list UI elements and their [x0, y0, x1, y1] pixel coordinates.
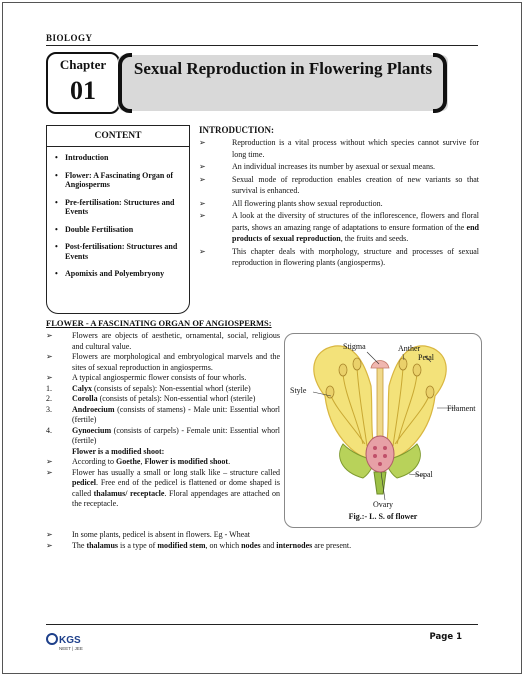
list-item: 2. Corolla (consists of petals): Non-essential whorl (sterile) [46, 394, 256, 403]
list-item: ➢ According to Goethe, Flower is modified shoot. [46, 457, 231, 466]
list-item [199, 210, 479, 245]
ovary [366, 436, 394, 472]
pedicel [374, 472, 386, 494]
list-item: ➢ In some plants, pedicel is absent in flowers. Eg - Wheat [46, 530, 251, 539]
arrow-bullet-icon: ➢ [46, 467, 53, 477]
introduction-list [199, 137, 479, 270]
chapter-box [46, 52, 120, 114]
content-item[interactable]: • Pre-fertilisation: Structures and Events [55, 198, 185, 217]
arrow-bullet-icon: ➢ [46, 540, 53, 550]
chapter-number: 01 [70, 76, 96, 105]
figure-caption: Fig.:- L. S. of flower [348, 512, 418, 521]
chapter-label: Chapter [59, 57, 107, 72]
label-filament: Filament [447, 404, 476, 413]
list-item: ➢ Flowers are morphological and embryological marvels and the sites of sexual reproduction in angiosperms. [46, 352, 280, 372]
arrow-bullet-icon: ➢ [199, 174, 206, 184]
content-list [47, 147, 189, 279]
subheading: Flower is a modified shoot: [72, 446, 165, 456]
label-ovary: Ovary [373, 500, 393, 509]
list-item: 1. Calyx (consists of sepals): Non-essential whorl (sterile) [46, 383, 251, 393]
section-heading: FLOWER - A FASCINATING ORGAN OF ANGIOSPERMS: [46, 318, 272, 328]
list-item: ➢ An individual increases its number by asexual or sexual means. [199, 162, 436, 171]
subject-heading: BIOLOGY [46, 33, 93, 43]
flower-list [46, 331, 280, 510]
list-item: ➢ Flower has usually a small or long stalk like – structure called pedicel. Free end of the pedicel is flattened or dome shaped is called thalamus/ receptacle. Floral appendages are attached on the receptacle. [46, 467, 280, 508]
title-bracket-right [433, 53, 447, 113]
intro-point-5: A look at the diversity of structures of the inflorescence, flowers and floral parts, shows an amazing range of adaptations to ensure formation of the end products of sexual reproduction, the fruits and seeds. [232, 211, 479, 243]
introduction-heading: INTRODUCTION: [199, 125, 275, 135]
content-box [46, 125, 190, 314]
arrow-bullet-icon: ➢ [199, 162, 206, 171]
label-anther: Anther [398, 344, 421, 353]
svg-text:KGS: KGS [59, 635, 81, 646]
list-item: ➢ A typical angiospermic flower consists of four whorls. [46, 373, 247, 382]
list-item: ➢ Flowers are objects of aesthetic, ornamental, social, religious and cultural value. [46, 331, 280, 351]
content-item[interactable]: • Post-fertilisation: Structures and Events [55, 242, 185, 261]
label-stigma: Stigma [343, 342, 366, 351]
content-item[interactable]: • Apomixis and Polyembryony [55, 269, 185, 279]
flower-figure [284, 333, 482, 528]
stigma [371, 361, 389, 369]
arrow-bullet-icon: ➢ [46, 331, 53, 340]
arrow-bullet-icon: ➢ [46, 530, 53, 539]
content-item[interactable]: • Flower: A Fascinating Organ of Angiosperms [55, 171, 185, 190]
arrow-bullet-icon: ➢ [199, 138, 206, 147]
arrow-bullet-icon: ➢ [199, 246, 206, 256]
chapter-title: Sexual Reproduction in Flowering Plants [133, 59, 433, 78]
label-style: Style [290, 386, 307, 395]
list-item: ➢ The thalamus is a type of modified stem, on which nodes and internodes are present. [46, 540, 352, 550]
arrow-bullet-icon: ➢ [46, 457, 53, 466]
arrow-bullet-icon: ➢ [199, 198, 206, 208]
arrow-bullet-icon: ➢ [199, 211, 206, 220]
content-heading: CONTENT [47, 126, 189, 147]
list-item: ➢ All flowering plants show sexual reproduction. [199, 198, 383, 208]
arrow-bullet-icon: ➢ [46, 352, 53, 361]
list-item: 3. Androecium (consists of stamens) - Male unit: Essential whorl (fertile) [46, 404, 280, 424]
label-petal: Petal [418, 353, 434, 362]
flower-diagram [285, 334, 480, 509]
list-item: ➢ Sexual mode of reproduction enables creation of new variants so that survival is enhanced. [199, 174, 479, 195]
content-item[interactable]: • Double Fertilisation [55, 225, 185, 235]
content-item[interactable]: • Introduction [55, 153, 185, 163]
list-item: ➢ This chapter deals with morphology, structure and processes of sexual reproduction in flowering plants (angiosperms). [199, 246, 479, 267]
wide-list [46, 530, 478, 551]
header-rule [46, 45, 478, 46]
label-sepal: Sepal [415, 470, 433, 479]
title-bracket-left [118, 53, 132, 113]
list-item: 4. Gynoecium (consists of carpels) - Female unit: Essential whorl (fertile) [46, 425, 280, 445]
kgs-logo [46, 630, 86, 652]
svg-text:NEET | JEE: NEET | JEE [59, 646, 83, 651]
arrow-bullet-icon: ➢ [46, 373, 53, 382]
page-number: Page 1 [429, 632, 462, 642]
footer-rule [46, 624, 478, 625]
list-item: ➢ Reproduction is a vital process without which species cannot survive for long time. [199, 138, 479, 159]
